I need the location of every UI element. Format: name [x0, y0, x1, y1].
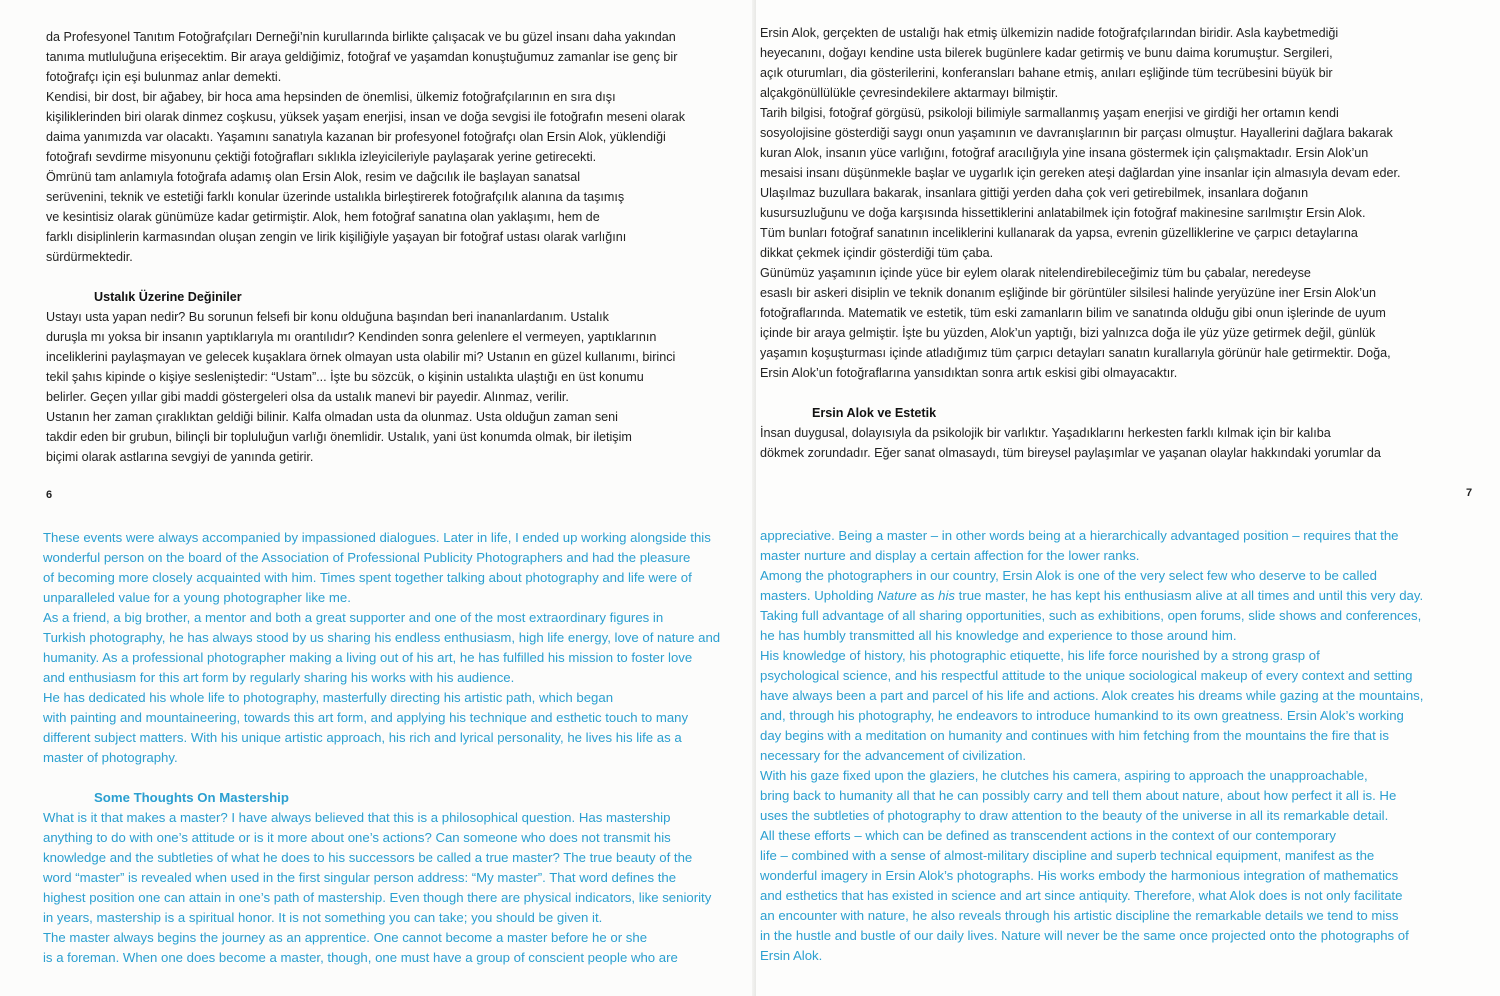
paragraph: These events were always accompanied by impassioned dialogues. Later in life, I ended up working alongside this wonderful person on the board of the Association of Professional Publicity Photographers and had the pleasure of becoming more closely acquainted with him. Times spent together talking about photography and life were of unparalleled value for a young photographer like me.	[43, 530, 711, 605]
paragraph: What is it that makes a master? I have always believed that this is a philosophical question. Has mastership anything to do with one’s attitude or is it more about one’s actions? Can someone who does not transmit his knowledge and the subtleties of what he does to his successors be called a true master? The true beauty of the word “master” is revealed when used in the first singular person address: “My master”. That word defines the highest position one can attain in one’s path of mastership. Even though there are physical indicators, like seniority in years, mastership is a spiritual honor. It is not something you can take; you should be given it.	[43, 810, 712, 925]
page-number: 6	[46, 489, 53, 501]
paragraph: da Profesyonel Tanıtım Fotoğrafçıları Derneği’nin kurullarında birlikte çalışacak ve bu güzel insanı daha yakından tanıma mutluluğuna erişecektim. Bir araya geldiğimiz, fotoğraf ve yaşamdan konuştuğumuz zamanlar ise genç bir fotoğrafçı için eşi bulunmaz anlar demekti.	[46, 30, 678, 84]
paragraph: appreciative. Being a master – in other words being at a hierarchically advantaged position – requires that the master nurture and display a certain affection for the lower ranks.	[760, 528, 1399, 563]
section-heading: Ersin Alok ve Estetik	[812, 406, 937, 420]
text-run: as	[916, 588, 939, 603]
paragraph: Ulaşılmaz buzullara bakarak, insanlara gittiği yerden daha çok veri getirebilmek, insanlara doğanın kusursuzluğunu ve doğa karşısında hissettiklerini anlatabilmek için fotoğraf makinesine sarılmıştır Ersin Alok. Tüm bunları fotoğraf sanatının inceliklerini kullanarak da yapsa, evrenin güzelliklerine ve çarpıcı detaylarına dikkat çekmek içindir gösterdiği tüm çaba.	[760, 186, 1366, 260]
paragraph: As a friend, a big brother, a mentor and both a great supporter and one of the most extraordinary figures in Turkish photography, he has always stood by us sharing his endless enthusiasm, high life energy, love of nature and humanity. As a professional photographer making a living out of his art, he has fulfilled his mission to foster love and enthusiasm for this art form by regularly sharing his works with his audience.	[43, 610, 721, 685]
section-heading: Ustalık Üzerine Değiniler	[94, 290, 242, 304]
paragraph: His knowledge of history, his photographic etiquette, his life force nourished by a strong grasp of psychological science, and his respectful attitude to the unique sociological makeup of every context and setting have always been a part and parcel of his life and actions. Alok creates his dreams while gazing at the mountains, and, through his photography, he endeavors to introduce humankind to its own greatness. Ersin Alok’s working day begins with a meditation on humanity and continues with him fetching from the mountains the fire that is necessary for the advancement of civilization.	[760, 648, 1424, 763]
english-text-left	[43, 528, 756, 968]
paragraph: Kendisi, bir dost, bir ağabey, bir hoca ama hepsinden de önemlisi, ülkemiz fotoğrafçılarının en sıra dışı kişiliklerinden biri olarak dinmez coşkusu, yüksek yaşam enerjisi, insan ve doğa sevgisi ile fotoğrafın meseni olarak daima yanımızda var olacaktı. Yaşamını sanatıyla kazanan bir profesyonel fotoğrafçı olan Ersin Alok, yüklendiği fotoğrafı sevdirme misyonunu çektiği fotoğrafları sıklıkla izleyicileriyle paylaşarak yerine getirecekti.	[46, 90, 686, 164]
paragraph: Ustayı usta yapan nedir? Bu sorunun felsefi bir konu olduğuna başından beri inananlardanım. Ustalık duruşla mı yoksa bir insanın yaptıklarıyla mı orantılıdır? Kendinden sonra gelenlere el vermeyen, yaptıklarının inceliklerini paylaşmayan ve gelecek kuşaklara örnek olmayan usta olabilir mi? Ustanın en güzel kullanımı, birinci tekil şahıs kipinde o kişiye sesleniştedir: “Ustam”... İşte bu sözcük, o kişinin ustalıkta ulaştığı en üst konumu belirler. Geçen yıllar gibi maddi göstergeleri olsa da ustalık manevi bir payedir. Alınmaz, verilir.	[46, 310, 676, 404]
paragraph: Ersin Alok, gerçekten de ustalığı hak etmiş ülkemizin nadide fotoğrafçılarından biridir. Asla kaybetmediği heyecanını, doğayı kendine usta bilerek bugünlere kadar getirmiş ve bunu daima korumuştur. Sergileri, açık oturumları, dia gösterilerini, konferansları bahane etmiş, anıları eşliğinde tüm tecrübesini büyük bir alçakgönüllülükle çevresindekilere aktarmayı bilmiştir.	[760, 26, 1339, 100]
turkish-text-right	[760, 23, 1480, 463]
paragraph: Günümüz yaşamının içinde yüce bir eylem olarak nitelendirebileceğimiz tüm bu çabalar, neredeyse esaslı bir askeri disiplin ve teknik donanım eşliğinde bir görüntüler silsilesi halinde yeryüzüne iner Ersin Alok’un fotoğraflarında. Matematik ve estetik, tüm eski zamanların bilim ve sanatında olduğu gibi onun işlerinde de uyum içinde bir araya gelmiştir. İşte bu yüzden, Alok’un yaptığı, bizi yalnızca doğa ile yüz yüze getirmek değil, günlük yaşamın koşuşturması içinde atladığımız tüm çarpıcı detayları sanatın kurallarıyla görünür hale getirmektir. Doğa, Ersin Alok’un fotoğraflarına yansıdıktan sonra artık eskisi gibi olmayacaktır.	[760, 266, 1391, 380]
emphasis: his	[938, 588, 955, 603]
text-run: true master, he has kept his enthusiasm alive at all times and until this very day. Taking full advantage of all sharing opportunities, such as exhibitions, open forums, slide shows and conferences, he has humbly transmitted all his knowledge and experience to those around him.	[760, 588, 1424, 643]
english-text-right	[760, 526, 1480, 966]
paragraph	[760, 566, 1480, 646]
paragraph: With his gaze fixed upon the glaziers, he clutches his camera, aspiring to approach the unapproachable, bring back to humanity all that he can possibly carry and tell them about nature, about how perfect it all is. He uses the subtleties of photography to draw attention to the beauty of the universe in all its remarkable detail.	[760, 768, 1397, 823]
page-number: 7	[1466, 487, 1473, 499]
emphasis: Nature	[877, 588, 917, 603]
right-page	[756, 0, 1500, 996]
paragraph: He has dedicated his whole life to photography, masterfully directing his artistic path, which began with painting and mountaineering, towards this art form, and applying his technique and esthetic touch to many different subject matters. With his unique artistic approach, his rich and lyrical personality, he lives his life as a master of photography.	[43, 690, 689, 765]
text-run: Among the photographers in our country, Ersin Alok is one of the very select few who deserve to be called masters. Upholding	[760, 568, 1377, 603]
turkish-text-left	[46, 27, 752, 467]
paragraph: Ömrünü tam anlamıyla fotoğrafa adamış olan Ersin Alok, resim ve dağcılık ile başlayan sanatsal serüvenini, teknik ve estetiği farklı konular üzerinde ustalıkla birleştirerek fotoğrafçılık alanına da taşımış ve kesintisiz olarak günümüze kadar getirmiştir. Alok, hem fotoğraf sanatına olan yaklaşımı, hem de farklı disiplinlerin karmasından oluşan zengin ve lirik kişiliğiyle yaşayan bir fotoğraf ustası olarak varlığını sürdürmektedir.	[46, 170, 627, 264]
paragraph: Ustanın her zaman çıraklıktan geldiği bilinir. Kalfa olmadan usta da olunmaz. Usta olduğun zaman seni takdir eden bir grubun, bilinçli bir topluluğun varlığı önemlidir. Ustalık, yani üst konumda olmak, bir iletişim biçimi olarak astlarına sevgiyi de yanında getirir.	[46, 410, 632, 464]
paragraph: Tarih bilgisi, fotoğraf görgüsü, psikoloji bilimiyle sarmallanmış yaşam enerjisi ve girdiği her ortamın kendi sosyolojisine gösterdiği saygı onun yaşamının ve davranışlarının bir parçası olmuştur. Hayallerini dağlara bakarak kuran Alok, insanın yüce varlığını, fotoğraf aracılığıyla yine insana göstermek için çalışmaktadır. Ersin Alok’un mesaisi insanı düşünmekle başlar ve uygarlık için gereken ateşi dağlardan yine insanlar için almasıyla devam eder.	[760, 106, 1401, 180]
paragraph: The master always begins the journey as an apprentice. One cannot become a master before he or she is a foreman. When one does become a master, though, one must have a group of conscient people who are	[43, 930, 678, 965]
paragraph: İnsan duygusal, dolayısıyla da psikolojik bir varlıktır. Yaşadıklarını herkesten farklı kılmak için bir kalıba dökmek zorundadır. Eğer sanat olmasaydı, tüm bireysel paylaşımlar ve yaşanan olaylar hakkındaki yorumlar da	[760, 426, 1381, 460]
section-heading: Some Thoughts On Mastership	[94, 790, 289, 805]
paragraph: All these efforts – which can be defined as transcendent actions in the context of our contemporary life – combined with a sense of almost-military discipline and superb technical equipment, manifest as the wonderful imagery in Ersin Alok’s photographs. His works embody the harmonious integration of mathematics and esthetics that has existed in science and art since antiquity. Therefore, what Alok does is not only facilitate an encounter with nature, he also reveals through his artistic discipline the remarkable details we tend to miss in the hustle and bustle of our daily lives. Nature will never be the same once projected onto the photographs of Ersin Alok.	[760, 828, 1409, 963]
